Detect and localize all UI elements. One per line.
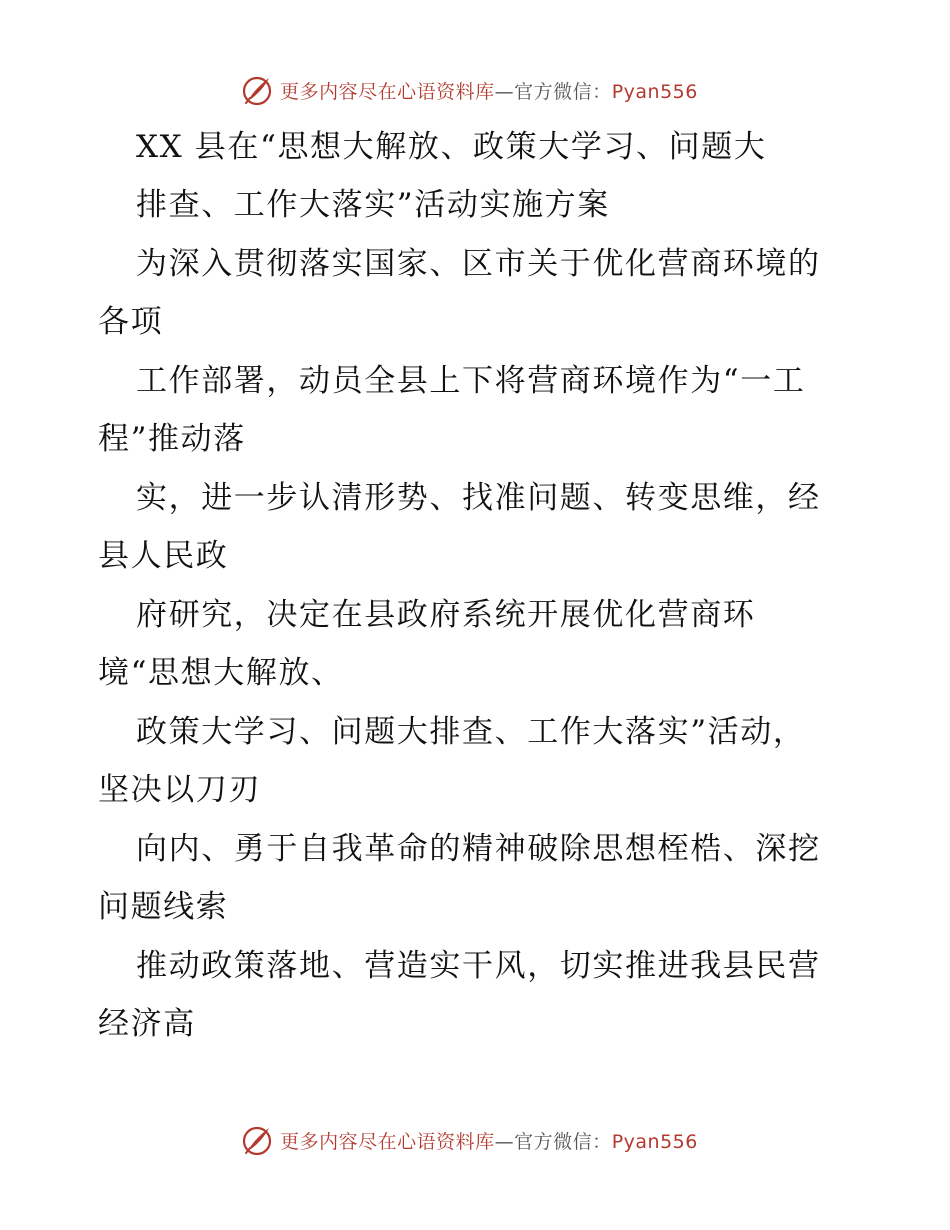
- paragraph-line: 问题线索: [98, 889, 229, 925]
- paragraph-line: 坚决以刀刃: [98, 772, 261, 808]
- paragraph-line: 为深入贯彻落实国家、区市关于优化营商环境的: [136, 246, 821, 282]
- paragraph-line: 经济高: [98, 1006, 196, 1042]
- paragraph-line: 县人民政: [98, 538, 229, 574]
- paragraph-line: 政策大学习、问题大排查、工作大落实”活动，: [136, 714, 806, 750]
- paragraph-line: 境“思想大解放、: [98, 655, 344, 691]
- document-title-line-1: XX 县在“思想大解放、政策大学习、问题大: [136, 129, 767, 165]
- watermark-text: 更多内容尽在心语资料库—官方微信：Pyan556: [280, 1130, 698, 1153]
- paragraph-line: 实，进一步认清形势、找准问题、转变思维，经: [136, 480, 821, 516]
- document-title-line-2: 排查、工作大落实”活动实施方案: [136, 187, 610, 223]
- quill-pen-logo-icon: [240, 1123, 274, 1157]
- paragraph-line: 程”推动落: [98, 421, 246, 457]
- paragraph-line: 向内、勇于自我革命的精神破除思想桎梏、深挖: [136, 831, 821, 867]
- watermark-text: 更多内容尽在心语资料库—官方微信：Pyan556: [280, 80, 698, 103]
- paragraph-line: 推动政策落地、营造实干风，切实推进我县民营: [136, 948, 821, 984]
- paragraph-line: 各项: [98, 304, 164, 340]
- footer-watermark: [0, 1120, 950, 1160]
- watermark-group: [240, 1123, 698, 1157]
- paragraph-line: 工作部署，动员全县上下将营商环境作为“一工: [136, 363, 806, 399]
- paragraph-line: 府研究，决定在县政府系统开展优化营商环: [136, 597, 756, 633]
